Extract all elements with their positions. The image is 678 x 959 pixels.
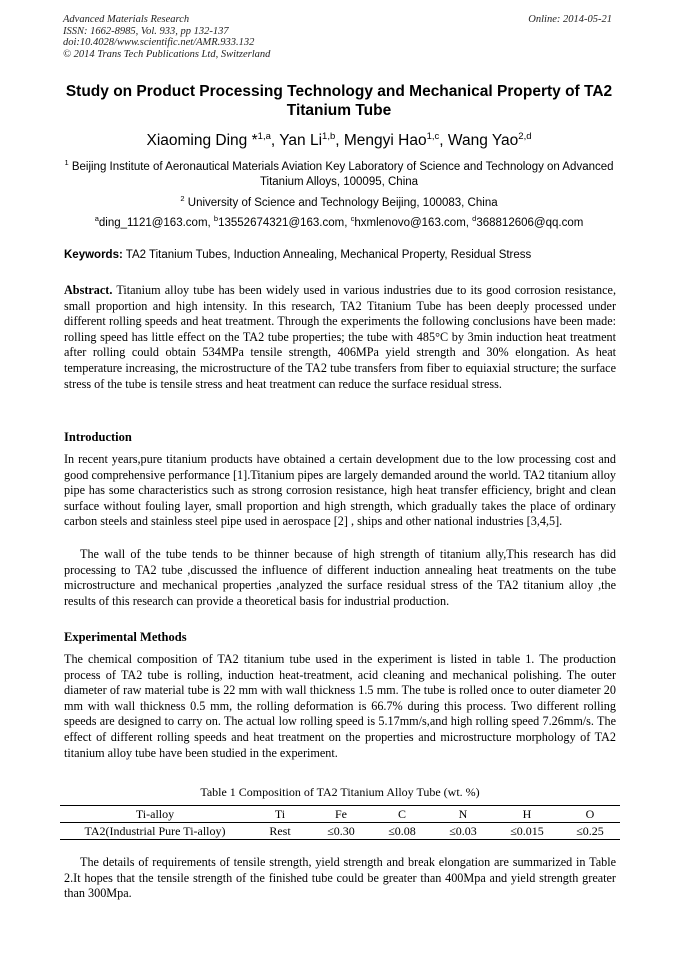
online-date: Online: 2014-05-21: [528, 14, 612, 25]
abstract-label: Abstract.: [64, 283, 113, 297]
email-address[interactable]: ding_1121@163.com,: [98, 216, 214, 229]
composition-table: [60, 805, 620, 840]
affil-sup: 2: [180, 194, 185, 203]
table-cell: ≤0.015: [510, 824, 544, 838]
email-address[interactable]: hxmlenovo@163.com,: [354, 216, 473, 229]
table-row: [60, 823, 620, 840]
author-affil-sup: 1,b: [322, 131, 336, 142]
introduction-paragraph-2: The wall of the tube tends to be thinner because of high strength of titanium ally,This research has did processing to TA2 tube ,discussed the influence of different induction annealing heat treatments on the tube microstructure and mechanical properties ,analyzed the surface residual stress of the TA2 titanium alloy ,the results of this research can provide a theoretical basis for industrial production.: [64, 547, 616, 608]
methods-paragraph-2: The details of requirements of tensile strength, yield strength and break elongation are summarized in Table 2.It hopes that the tensile strength of the finished tube could be greater than 400Mpa and yield strength greater than 300Mpa.: [64, 855, 616, 901]
journal-issn: ISSN: 1662-8985, Vol. 933, pp 132-137: [63, 25, 229, 37]
paper-title: Study on Product Processing Technology and Mechanical Property of TA2 Titanium Tube: [65, 83, 613, 119]
table-header: O: [585, 807, 595, 821]
author-name: Mengyi Hao: [343, 132, 427, 150]
abstract: [64, 283, 616, 392]
table-header: Ti: [274, 807, 286, 821]
email-address[interactable]: 13552674321@163.com,: [218, 216, 351, 229]
table-cell: Rest: [269, 824, 291, 838]
table-cell: ≤0.08: [388, 824, 416, 838]
email-sup: b: [213, 214, 219, 223]
table-cell: ≤0.30: [327, 824, 355, 838]
table-header: Fe: [335, 807, 347, 821]
affil-text: University of Science and Technology Beijing, 100083, China: [187, 196, 498, 209]
affiliation-2: [50, 191, 628, 211]
table-header: N: [458, 807, 468, 821]
author-list: Xiaoming Ding *$^{1,a}$, Yan Li$^{1,b}$, Mengyi Hao$^{1,c}$, Wang Yao$^{2,d}$: [146, 131, 532, 150]
email-address[interactable]: 368812606@qq.com: [476, 216, 584, 229]
email-sup: d: [472, 214, 477, 223]
table-cell: TA2(Industrial Pure Ti-alloy): [84, 824, 226, 838]
author-name: Yan Li: [279, 132, 323, 150]
introduction-heading: Introduction: [64, 430, 132, 444]
affil-text: Beijing Institute of Aeronautical Materials Aviation Key Laboratory of Science and Technology on Advanced Titanium Alloys, 100095, China: [71, 160, 614, 189]
table-cell: ≤0.25: [576, 824, 604, 838]
author-affil-sup: 1,c: [426, 131, 440, 142]
keywords-label: Keywords:: [64, 249, 123, 261]
journal-copyright: © 2014 Trans Tech Publications Ltd, Switzerland: [63, 48, 271, 60]
author-affil-sup: 1,a: [257, 131, 271, 142]
email-sup: a: [94, 214, 99, 223]
abstract-text: Titanium alloy tube has been widely used in various industries due to its good corrosion resistance, small proportion and high intensity. In this research, TA2 Titanium Tube has been deeply processed under different rolling speeds and heat treatment. Through the experiments the following conclusions have been made: rolling speed has little effect on the TA2 tube properties; the tube with 485°C by 3min induction heat treatment after rolling could obtain 534MPa tensile strength, 406MPa yield strength and 30% elongation. As heat temperature increasing, the microstructure of the TA2 tube transfers from fiber to equiaxial structure; the surface stress of the tube is tensile stress and heat treatment can reduce the surface residual stress.: [64, 283, 616, 391]
author-affil-sup: 2,d: [518, 131, 532, 142]
introduction-paragraph-1: In recent years,pure titanium products have obtained a certain development due to the low processing cost and good comprehensive performance [1].Titanium pipes are largely demanded around the world. TA2 titanium alloy pipe has some characteristics such as strong corrosion resistance, high heat transfer efficiency, bright and clean surface without fouling layer, small proportion and high strength, which gradually takes the place of ordinary carbon steels and stainless steel pipe used in aerospace [2] , ships and other national industries [3,4,5].: [64, 452, 616, 529]
methods-paragraph-1: The chemical composition of TA2 titanium tube used in the experiment is listed in table 1. The production process of TA2 tube is rolling, induction heat-treatment, acid cleaning and mechanical polishing. The outer diameter of raw material tube is 22 mm with wall thickness 1.5 mm. The tube is rolled once to outer diameter 20 mm with wall thickness 0.5 mm, the rolling deformation is 66.7% during this process. Two different rolling speeds are designed to carry on. The actual low rolling speed is 5.17mm/s,and high rolling speed 7.26mm/s. The effect of different rolling speeds and heat treatment on the properties and microstructure morphology of TA2 titanium alloy tube have been studied in the experiment.: [64, 652, 616, 760]
table-cell: ≤0.03: [449, 824, 477, 838]
table-header: C: [397, 807, 406, 821]
table-header-row: [60, 806, 620, 823]
author-name: Xiaoming Ding *: [146, 132, 258, 150]
author-name: Wang Yao: [447, 132, 519, 150]
journal-name: Advanced Materials Research: [63, 14, 190, 25]
table-header: Ti-alloy: [135, 807, 175, 821]
email-sup: c: [350, 214, 355, 223]
affil-sup: 1: [64, 158, 69, 167]
keywords-text: TA2 Titanium Tubes, Induction Annealing, Mechanical Property, Residual Stress: [125, 249, 532, 261]
journal-doi: doi:10.4028/www.scientific.net/AMR.933.132: [63, 37, 255, 48]
methods-heading: Experimental Methods: [64, 630, 187, 644]
journal-info: [63, 14, 270, 60]
affiliation-1: [50, 155, 628, 191]
keywords: [64, 248, 616, 263]
table-header: H: [522, 807, 532, 821]
email-list: [50, 211, 628, 231]
table-caption: Table 1 Composition of TA2 Titanium Alloy Tube (wt. %): [200, 785, 480, 799]
